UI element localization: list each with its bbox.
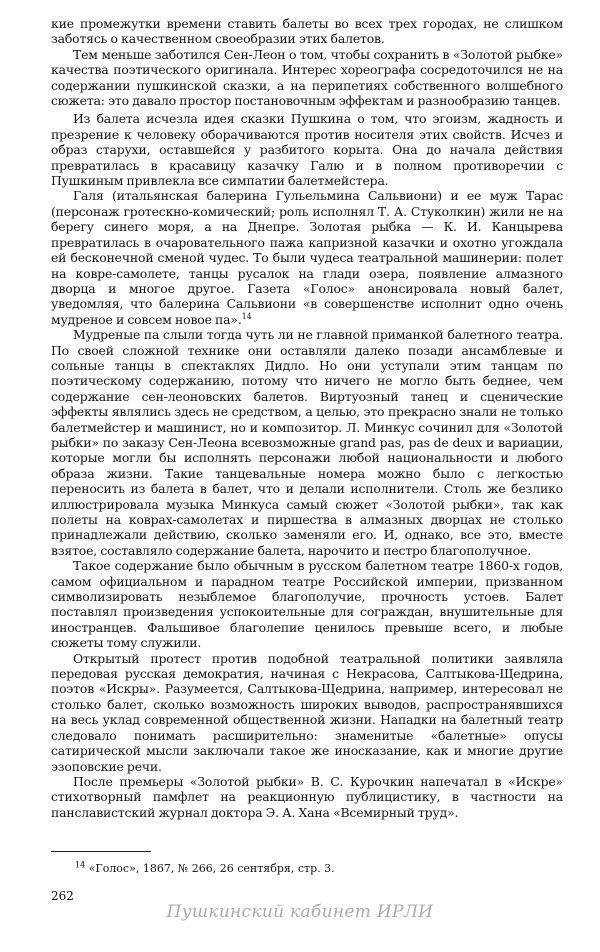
footnote-ref: 14: [241, 311, 252, 321]
paragraph-1: кие промежутки времени ставить балеты во всех трех городах, не слишком заботясь о качественном своеобразии этих балетов.: [51, 16, 563, 47]
footnote-text: «Голос», 1867, № 266, 26 сентября, стр. 3.: [88, 862, 335, 875]
footnote-number: 14: [75, 860, 86, 870]
paragraph-5: Мудреные па слыли тогда чуть ли не главной приманкой балетного театра. По своей сложной технике они оставляли далеко позади ансамблевые и сольные танцы в спектаклях Дидло. Но они уступали этим танцам по поэтическому содержанию, потому что ничего не могло быть беднее, чем содержание сен-леоновских балетов. Виртуозный танец и сценические эффекты являлись здесь не средством, а целью, это прекрасно знали не только балетмейстер и машинист, но и композитор. Л. Минкус сочинил для «Золотой рыбки» по заказу Сен-Леона всевозможные grand pas, pas de deux и вариации, которые могли бы исполнять персонажи любой национальности и любого образа жизни. Такие танцевальные номера можно было с легкостью переносить из балета в балет, что и делали исполнители. Столь же безлико иллюстрировала музыка Минкуса самый сюжет «Золотой рыбки», так как полеты на коврах-самолетах и пиршества в алмазных дворцах не столько принадлежали действию, сколько заменяли его. И, однако, все это, вместе взятое, составляло содержание балета, нарочито и пестро благополучное.: [51, 327, 563, 558]
watermark: Пушкинский кабинет ИРЛИ: [166, 902, 434, 922]
paragraph-4: Галя (итальянская балерина Гульельмина Сальвиони) и ее муж Тарас (персонаж гротескно-комический; роль исполнял Т. А. Стуколкин) жили не на берегу синего моря, а на Днепре. Золотая рыбка — К. И. Канцырева превратилась в очаровательного пажа капризной казачки и охотно угождала ей бесконечной сменой чудес. То были чудеса театральной машинерии: полет на ковре-самолете, танцы русалок на глади озера, появление алмазного дворца и многое другое. Газета «Голос» анонсировала новый балет, уведомляя, что балерина Сальвиони «в совершенстве исполнит одно очень мудреное и совсем новое па».$^{14}$: [51, 188, 563, 327]
footnote-divider: [51, 851, 151, 852]
paragraph-8: После премьеры «Золотой рыбки» В. С. Курочкин напечатал в «Искре» стихотворный памфлет на реакционную публицистику, в частности на панславистский журнал доктора Э. А. Хана «Всемирный труд».: [51, 773, 563, 820]
paragraph-6: Такое содержание было обычным в русском балетном театре 1860-х годов, самом официальном и парадном театре Российской империи, призванном символизировать незыблемое благополучие, прочность устоев. Балет поставлял произведения успокоительные для сограждан, внушительные для иностранцев. Фальшивое благолепие ценилось превыше всего, и любые сюжеты тому служили.: [51, 558, 563, 651]
footnote: [75, 862, 335, 876]
main-text: [51, 16, 563, 820]
paragraph-7: Открытый протест против подобной театральной политики заявляла передовая русская демократия, начиная с Некрасова, Салтыкова-Щедрина, поэтов «Искры». Разумеется, Салтыкова-Щедрина, например, интересовал не столько балет, сколько возможность широких выводов, распространявшихся на весь уклад современной общественной жизни. Нападки на балетный театр следовало понимать расширительно: знаменитые «балетные» опусы сатирической мысли заключали такое же иносказание, как и многие другие эзоповские речи.: [51, 650, 563, 774]
paragraph-3: Из балета исчезла идея сказки Пушкина о том, что эгоизм, жадность и презрение к человеку оборачиваются против носителя этих свойств. Исчез и образ старухи, оставшейся у разбитого корыта. Она до начала действия превратилась в красавицу казачку Галю и в полном противоречии с Пушкиным привлекла все симпатии балетмейстера.: [51, 111, 563, 189]
paragraph-2: Тем меньше заботился Сен-Леон о том, чтобы сохранить в «Золотой рыбке» качества поэтического оригинала. Интерес хореографа сосредоточился не на содержании пушкинской сказки, а на перипетиях собственного волшебного сюжета: это давало простор постановочным эффектам и разнообразию танцев.: [51, 46, 563, 109]
page-number: 262: [51, 889, 74, 903]
